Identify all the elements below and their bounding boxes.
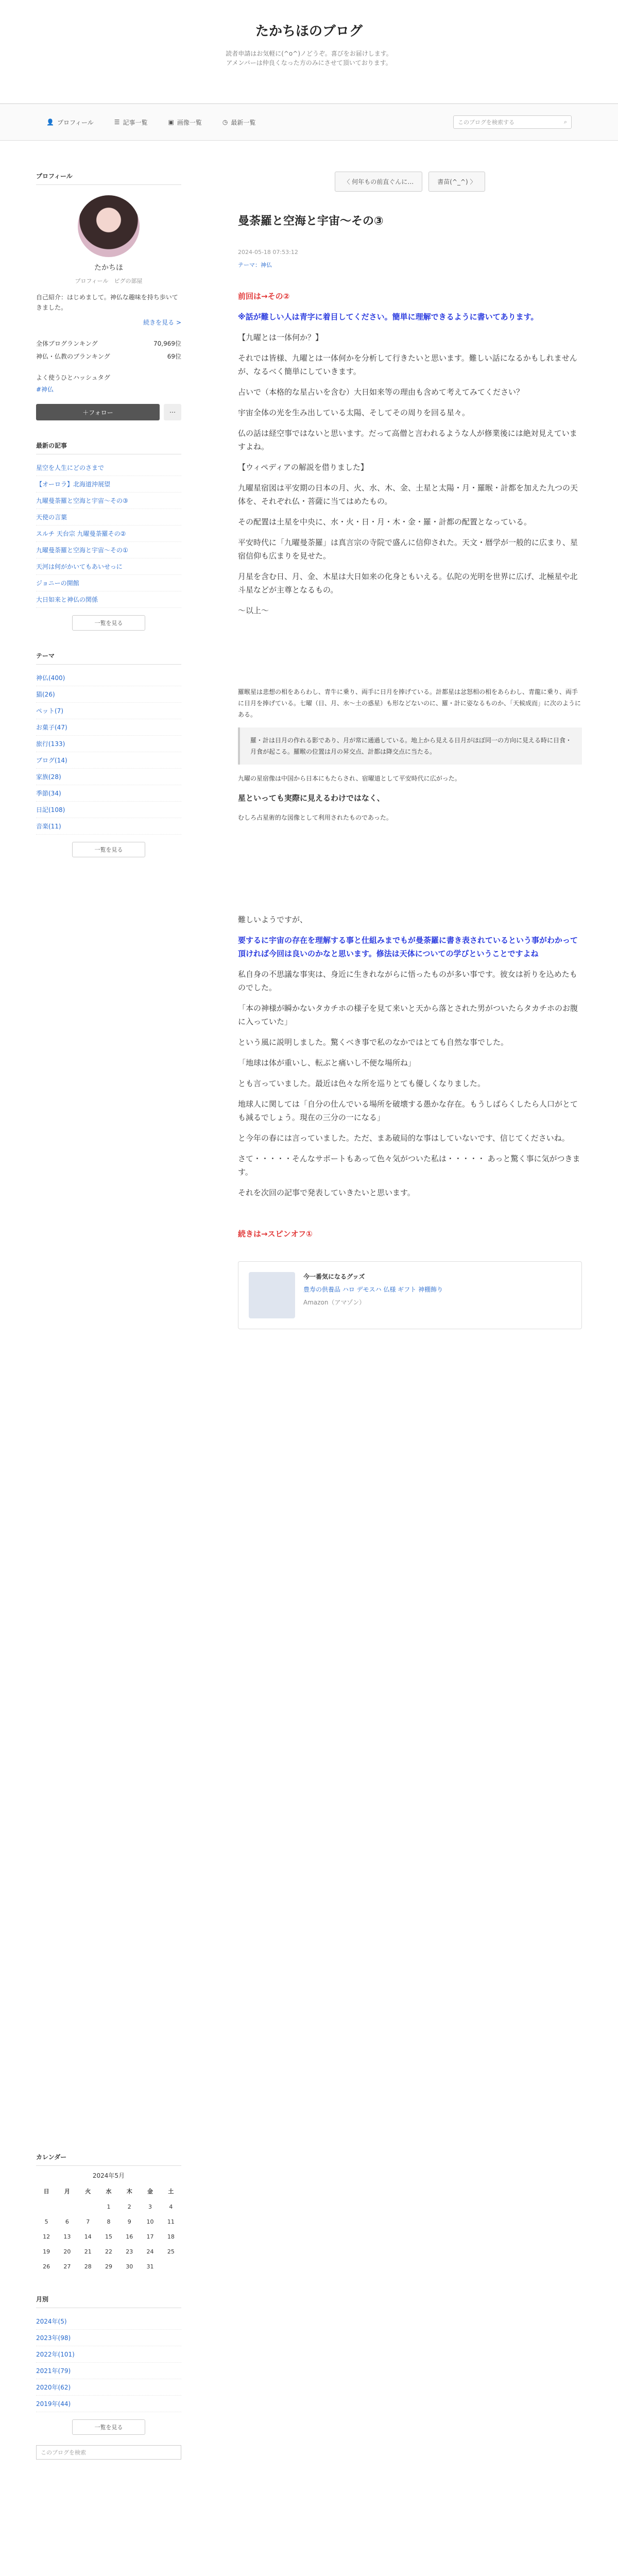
search-placeholder: このブログを検索する xyxy=(458,119,514,126)
theme-item[interactable]: ブログ(14) xyxy=(36,752,181,769)
image-icon: ▣ xyxy=(168,118,174,126)
theme-heading: テーマ xyxy=(36,651,181,665)
recent-item[interactable]: 天使の言葉 xyxy=(36,509,181,526)
nav-item-label: 画像一覧 xyxy=(177,118,202,126)
paragraph: 私自身の不思議な事実は、身近に生きれながらに悟ったものが多い事です。彼女は祈りを込めたものでした。 xyxy=(238,970,577,992)
stat-value: 69位 xyxy=(167,353,181,360)
stat-value: 70,969位 xyxy=(153,340,181,347)
nav-item-articles[interactable] xyxy=(114,118,148,127)
hashtag-heading: よく使うひとハッシュタグ xyxy=(36,374,110,381)
ranking-overall[interactable] xyxy=(36,337,181,350)
blog-description-line: アメンバーは仲良くなった方のみにさせて頂いております。 xyxy=(226,59,392,66)
day[interactable]: 26 xyxy=(43,2263,50,2270)
paragraph: 仏の話は経空事ではないと思います。だって高僧と言われるような人が修業後には絶対見えていますよね。 xyxy=(238,429,577,451)
post-body xyxy=(238,290,582,1241)
archive-list xyxy=(36,2313,181,2412)
post-navigation xyxy=(238,172,582,192)
day[interactable]: 6 xyxy=(65,2218,69,2225)
day[interactable]: 1 xyxy=(107,2204,111,2210)
product-source: Amazon（アマゾン） xyxy=(303,1299,366,1306)
section-heading: 【九曜とは一体何か？】 xyxy=(238,333,323,342)
paragraph: さて・・・・・そんなサポートもあって色々気がついた私は・・・・・ あっと驚く事に気がつきます。 xyxy=(238,1154,580,1177)
day[interactable]: 2 xyxy=(127,2204,131,2210)
theme-list xyxy=(36,670,181,835)
archive-item[interactable]: 2022年(101) xyxy=(36,2346,181,2363)
blog-title[interactable]: たかちほのブログ xyxy=(255,24,363,39)
more-icon[interactable]: ⋯ xyxy=(164,404,181,420)
next-post-button[interactable]: 書苗(^_^) 〉 xyxy=(428,172,485,192)
article xyxy=(238,172,582,2460)
day[interactable]: 28 xyxy=(84,2263,92,2270)
stat-label: 全体ブログランキング xyxy=(36,340,98,347)
theme-item[interactable]: 神仏(400) xyxy=(36,670,181,686)
prev-link[interactable]: 前回は→その② xyxy=(238,292,290,301)
day[interactable]: 15 xyxy=(105,2233,112,2240)
product-card[interactable] xyxy=(238,1261,582,1329)
prev-post-button[interactable]: 〈 何年もの前直ぐんに… xyxy=(335,172,422,192)
weekday: 火 xyxy=(85,2188,91,2195)
day[interactable]: 17 xyxy=(146,2233,154,2240)
quote-line: 「地球は体が重いし、転ぶと痛いし不便な場所ね」 xyxy=(238,1058,416,1067)
header-search-input[interactable] xyxy=(453,115,572,129)
clock-icon: ◷ xyxy=(222,118,228,126)
product-image[interactable] xyxy=(249,1272,295,1318)
day[interactable]: 20 xyxy=(63,2248,71,2255)
nav-item-label: 最新一覧 xyxy=(231,118,256,126)
day[interactable]: 30 xyxy=(126,2263,133,2270)
search-icon[interactable]: ⌕ xyxy=(563,118,567,125)
theme-more-button[interactable]: 一覧を見る xyxy=(72,842,145,857)
quote-line: 地球人に関しては「自分の仕んでいる場所を破壊する愚かな存在。もうしばらくしたら人口がとても減るでしょう。現在の三分の一になる」 xyxy=(238,1099,578,1122)
calendar-table xyxy=(36,2183,181,2274)
archive-item[interactable]: 2021年(79) xyxy=(36,2363,181,2379)
paragraph: 九曜の星宿像は中国から日本にもたらされ、宿曜道として平安時代に広がった。 xyxy=(238,775,461,782)
follow-button[interactable]: ＋フォロー xyxy=(36,404,160,420)
day xyxy=(36,2199,57,2214)
sidebar-search-input[interactable] xyxy=(36,2445,181,2460)
day[interactable]: 3 xyxy=(148,2204,152,2210)
recent-item[interactable]: 【オーロラ】北海道沖展望 xyxy=(36,476,181,493)
paragraph: それを次回の記事で発表していきたいと思います。 xyxy=(238,1188,415,1197)
nav-item-label: 記事一覧 xyxy=(123,118,148,126)
paragraph: という風に説明しました。驚くべき事で私のなかではとても自然な事でした。 xyxy=(238,1038,509,1047)
weekday: 月 xyxy=(64,2188,70,2195)
weekday: 水 xyxy=(106,2188,112,2195)
blog-description xyxy=(0,49,618,67)
day[interactable]: 24 xyxy=(146,2248,154,2255)
theme-item[interactable]: 旅行(133) xyxy=(36,736,181,752)
day[interactable]: 16 xyxy=(126,2233,133,2240)
sidebar xyxy=(36,172,181,2460)
day[interactable]: 7 xyxy=(86,2218,90,2225)
paragraph: それでは皆様、九曜とは一体何かを分析して行きたいと思います。難しい話になるかもしれませんが、なるべく簡単にしていきます。 xyxy=(238,353,577,376)
profile-links[interactable]: プロフィール ピグの部屋 xyxy=(75,278,143,284)
quote-block: 羅・計は日月の作れる影であり、月が常に通過している。地上から見える日月がほぼ同一の方向に見える時に日食・月食が起こる。羅睺の位置は月の昇交点、計都は降交点に当たる。 xyxy=(238,727,582,765)
blog-header xyxy=(0,0,618,104)
theme-item[interactable]: 家族(28) xyxy=(36,769,181,785)
spacer xyxy=(238,1207,582,1227)
day[interactable]: 12 xyxy=(43,2233,50,2240)
theme-item[interactable]: ペット(7) xyxy=(36,703,181,719)
profile-heading: プロフィール xyxy=(36,172,181,185)
archive-item[interactable]: 2020年(62) xyxy=(36,2379,181,2396)
paragraph: 難しいようですが、 xyxy=(238,915,308,924)
post-date: 2024-05-18 07:53:12 xyxy=(238,249,298,256)
day[interactable]: 4 xyxy=(169,2204,173,2210)
day[interactable]: 23 xyxy=(126,2248,133,2255)
recent-list xyxy=(36,460,181,608)
day xyxy=(57,2199,77,2214)
weekday: 木 xyxy=(126,2188,132,2195)
day[interactable]: 13 xyxy=(63,2233,71,2240)
profile-name[interactable]: たかちほ xyxy=(94,264,123,272)
stat-label: 神仏・仏教のブランキング xyxy=(36,353,110,360)
day[interactable]: 11 xyxy=(167,2218,175,2225)
nav-item-profile[interactable] xyxy=(46,118,94,127)
paragraph: 宇宙全体の光を生み出している太陽、そしてその周りを回る星々。 xyxy=(238,408,470,417)
weekday: 土 xyxy=(168,2188,174,2195)
recent-item[interactable]: 星空を人生にどのさまで xyxy=(36,460,181,476)
day xyxy=(161,2259,181,2274)
paragraph: 九曜星宿図は平安期の日本の月、火、水、木、金、土星と太陽・月・羅睺・計都を加えた九つの天体を、それぞれ仏・菩薩に当てはめたもの。 xyxy=(238,483,578,506)
day[interactable]: 9 xyxy=(127,2218,131,2225)
day[interactable]: 5 xyxy=(44,2218,48,2225)
post-category[interactable]: テーマ：神仏 xyxy=(238,262,272,268)
day[interactable]: 22 xyxy=(105,2248,112,2255)
recent-item[interactable]: 大日如来と神仏の関係 xyxy=(36,591,181,608)
recent-item[interactable]: ジョニーの開館 xyxy=(36,575,181,591)
product-description[interactable]: 豊寿の供養品 ハロ デモスハ 仏様 ギフト 神棚飾り xyxy=(303,1286,443,1293)
recent-more-button[interactable]: 一覧を見る xyxy=(72,615,145,631)
weekday: 日 xyxy=(43,2188,49,2195)
lead-text: ※話が難しい人は青字に着目してください。簡単に理解できるように書いてあります。 xyxy=(238,312,539,321)
quote-line: 「本の神様が瞬かないタカチホの様子を見て来いと天から落とされた男がついたらタカチホのお腹に入っていた」 xyxy=(238,1004,578,1026)
day[interactable]: 31 xyxy=(146,2263,154,2270)
sidebar-spacer xyxy=(36,865,181,2153)
nav-item-label: プロフィール xyxy=(57,118,94,126)
global-nav xyxy=(0,104,618,141)
weekday: 金 xyxy=(147,2188,153,2195)
recent-heading: 最新の記事 xyxy=(36,441,181,454)
archive-heading: 月別 xyxy=(36,2295,181,2308)
follow-area xyxy=(36,404,181,420)
ranking-genre[interactable] xyxy=(36,350,181,363)
highlight-text: 星といっても実際に見えるわけではなく、 xyxy=(238,793,385,803)
day[interactable]: 8 xyxy=(107,2218,111,2225)
spacer xyxy=(238,624,582,686)
theme-item[interactable]: 季節(34) xyxy=(36,785,181,802)
archive-item[interactable]: 2019年(44) xyxy=(36,2396,181,2412)
archive-item[interactable]: 2023年(98) xyxy=(36,2330,181,2346)
day[interactable]: 18 xyxy=(167,2233,175,2240)
avatar[interactable] xyxy=(78,195,140,257)
user-icon: 👤 xyxy=(46,118,54,126)
paragraph: と今年の春には言っていました。ただ、まあ破局的な事はしていないです、信じてくださいね。 xyxy=(238,1133,570,1143)
archive-item[interactable]: 2024年(5) xyxy=(36,2313,181,2330)
post-title[interactable]: 曼荼羅と空海と宇宙〜その③ xyxy=(238,215,384,228)
theme-item[interactable]: 日記(108) xyxy=(36,802,181,818)
day[interactable]: 19 xyxy=(43,2248,50,2255)
paragraph: むしろ占星術的な図像として利用されたものであった。 xyxy=(238,814,392,821)
key-message: 要するに宇宙の存在を理解する事と仕組みまでもが曼荼羅に書き表されているという事がわかって頂ければ今回は良いのかなと思います。修法は天体についての学びということですよね xyxy=(238,936,578,958)
hashtag-link[interactable]: #神仏 xyxy=(36,386,54,393)
calendar xyxy=(36,2171,181,2274)
recent-item[interactable]: 九曜曼荼羅と空海と宇宙〜その① xyxy=(36,542,181,558)
list-icon: ☰ xyxy=(114,118,120,126)
profile-bio: 自己紹介：はじめまして。神仏な趣味を持ち歩いてきました。 xyxy=(36,294,178,311)
day[interactable]: 14 xyxy=(84,2233,92,2240)
paragraph: 占いで（本格的な星占いを含む）大日如来等の理由も含めて考えてみてください？ xyxy=(238,387,524,397)
search-placeholder: このブログを検索 xyxy=(41,2449,86,2456)
read-more-link[interactable]: 続きを見る > xyxy=(143,319,181,326)
day[interactable]: 27 xyxy=(63,2263,71,2270)
product-info xyxy=(303,1272,443,1318)
calendar-heading: カレンダー xyxy=(36,2153,181,2166)
calendar-month: 2024年5月 xyxy=(92,2172,125,2179)
day[interactable]: 21 xyxy=(84,2248,92,2255)
recent-item[interactable]: 天河は何がかいてもあいせっに xyxy=(36,558,181,575)
day[interactable]: 10 xyxy=(146,2218,154,2225)
nav-item-latest[interactable] xyxy=(222,118,256,127)
paragraph: 月星を含む日、月、金、木星は大日如来の化身ともいえる。仏陀の光明を世界に広げ、北極星や北斗星などが主尊となるもの。 xyxy=(238,572,578,595)
blog-description-line: 読者申請はお気軽に(^o^)ノどうぞ。喜びをお届けします。 xyxy=(226,50,392,57)
recent-item[interactable]: 九曜曼荼羅と空海と宇宙〜その③ xyxy=(36,493,181,509)
section-heading: 【ウィペディアの解説を借りました】 xyxy=(238,463,368,472)
day[interactable]: 29 xyxy=(105,2263,112,2270)
recent-item[interactable]: スルチ 天台宗 九曜曼荼羅その② xyxy=(36,526,181,542)
reference-end: 〜以上〜 xyxy=(238,606,269,615)
nav-item-images[interactable] xyxy=(168,118,202,127)
product-title: 今一番気になるグッズ xyxy=(303,1273,365,1280)
theme-item[interactable]: お菓子(47) xyxy=(36,719,181,736)
paragraph: とも言っていました。最近は色々な所を巡りとても優しくなりました。 xyxy=(238,1079,486,1088)
theme-item[interactable]: 音楽(11) xyxy=(36,818,181,835)
paragraph: 平安時代に「九曜曼荼羅」は真言宗の寺院で盛んに信仰された。天文・暦学が一般的に広まり、星宿信仰も広まりを見せた。 xyxy=(238,538,578,561)
day[interactable]: 25 xyxy=(167,2248,175,2255)
day xyxy=(78,2199,98,2214)
paragraph: その配置は土星を中央に、水・火・日・月・木・金・羅・計都の配置となっている。 xyxy=(238,517,532,527)
spacer xyxy=(238,831,582,913)
paragraph: 羅睺星は悲想の相をあらわし、青牛に乗り、両手に日月を捧げている。計都星は忿怒相の相をあらわし、青龍に乗り、両手に日月を捧げている。七曜（日、月、水〜土の惑星）も形などないのに、羅・計に姿なるものか、「天候成而」に次のようにある。 xyxy=(238,688,581,718)
archive-more-button[interactable]: 一覧を見る xyxy=(72,2419,145,2435)
next-link[interactable]: 続きは→スピンオフ① xyxy=(238,1229,313,1239)
theme-item[interactable]: 猫(26) xyxy=(36,686,181,703)
